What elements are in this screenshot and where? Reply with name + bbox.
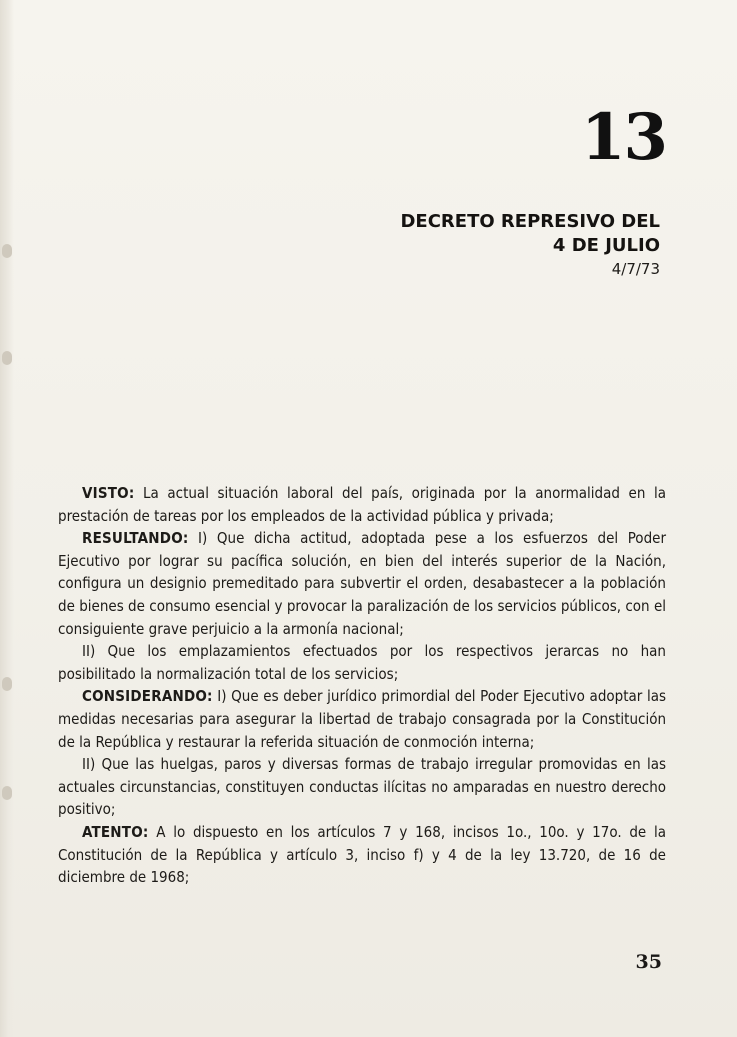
label-visto: VISTO: xyxy=(82,484,135,502)
paragraph-atento xyxy=(58,821,666,889)
label-atento: ATENTO: xyxy=(82,822,149,841)
binding-hole xyxy=(2,244,12,258)
title-line-2: 4 DE JULIO xyxy=(552,235,660,256)
binding-hole xyxy=(2,677,12,691)
text-atento: A lo dispuesto en los artículos 7 y 168, incisos 1o., 10o. y 17o. de la Constitución de la República y artículo 3, inciso f) y 4 de la ley 13.720, de 16 de diciembre de 1968; xyxy=(58,822,666,887)
binding-hole xyxy=(2,786,12,800)
title-date: 4/7/73 xyxy=(611,260,660,278)
label-considerando: CONSIDERANDO: xyxy=(82,687,213,706)
binding-edge xyxy=(0,0,14,1037)
paragraph-visto xyxy=(58,482,666,527)
text-considerando-1: I) Que es deber jurídico primordial del Poder Ejecutivo adoptar las medidas necesarias para asegurar la libertad de trabajo consagrada por la Constitución de la República y restaurar la referida situación de conmoción interna; xyxy=(58,687,666,751)
paragraph-considerando-1 xyxy=(58,685,666,753)
paragraph-resultando-1 xyxy=(58,527,666,640)
page-number: 35 xyxy=(635,951,662,973)
binding-hole xyxy=(2,351,12,365)
decree-body xyxy=(58,482,666,889)
chapter-number: 13 xyxy=(580,100,666,175)
paragraph-considerando-2: II) Que las huelgas, paros y diversas formas de trabajo irregular promovidas en las actuales circunstancias, constituyen conductas ilícitas no amparadas en nuestro derecho positivo; xyxy=(58,755,666,819)
paragraph-resultando-2: II) Que los emplazamientos efectuados por los respectivos jerarcas no han posibilitado la normalización total de los servicios; xyxy=(58,642,666,683)
text-resultando-1: I) Que dicha actitud, adoptada pese a los esfuerzos del Poder Ejecutivo por lograr su pacífica solución, en bien del interés superior de la Nación, configura un designio premeditado para subvertir el orden, desabastecer a la población de bienes de consumo esencial y provocar la paralización de los servicios públicos, con el consiguiente grave perjuicio a la armonía nacional; xyxy=(58,529,666,638)
title-line-1: DECRETO REPRESIVO DEL xyxy=(400,211,660,232)
label-resultando: RESULTANDO: xyxy=(82,529,189,548)
chapter-title xyxy=(300,210,660,280)
text-visto: La actual situación laboral del país, originada por la anormalidad en la prestación de tareas por los empleados de la actividad pública y privada; xyxy=(58,484,666,525)
